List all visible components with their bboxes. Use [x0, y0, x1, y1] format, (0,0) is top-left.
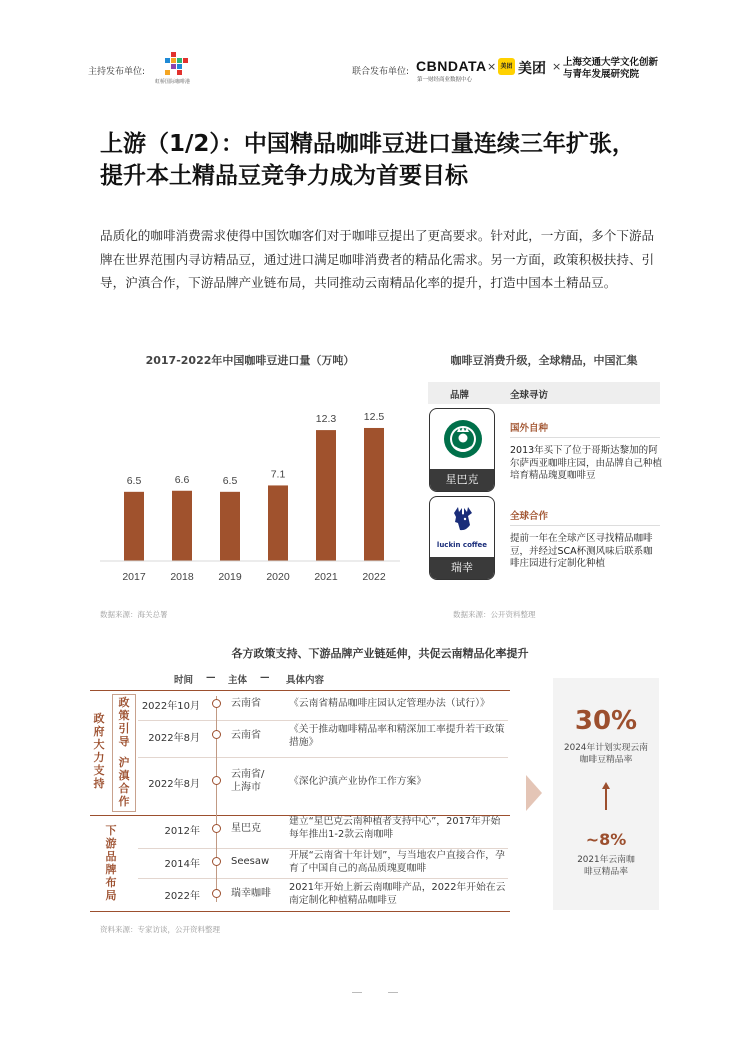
row-content: 《深化沪滇产业协作工作方案》 — [289, 776, 427, 787]
divider — [510, 437, 660, 438]
page-indicator-dash — [388, 992, 398, 993]
row-content: 建立“星巴克云南种植者支持中心”，2017年开始每年推出1-2款云南咖啡 — [289, 816, 501, 840]
starbucks-siren-icon — [443, 419, 483, 459]
current-rate-desc: 2021年云南咖啡豆精品率 — [577, 855, 635, 877]
row-date: 2022年10月 — [141, 701, 200, 712]
luckin-logo-text: luckin coffee — [436, 541, 488, 549]
row-date: 2022年8月 — [148, 733, 200, 744]
value-label-2018: 6.6 — [174, 473, 190, 486]
tick-label-2019: 2019 — [218, 571, 242, 583]
group-label-government: 政府大力支持 — [93, 712, 105, 790]
divider — [510, 525, 660, 526]
col-brand-header: 品牌 — [450, 390, 470, 401]
timeline-dot — [212, 699, 221, 708]
timeline-head-subject: 主体 — [228, 675, 248, 686]
timeline-head-content: 具体内容 — [286, 675, 325, 686]
page-indicator-dash — [352, 992, 362, 993]
bar-2022 — [364, 428, 384, 561]
tick-label-2017: 2017 — [122, 571, 146, 583]
page-title-line-1: 上游（1/2）：中国精品咖啡豆进口量连续三年扩张， — [100, 131, 635, 157]
timeline-head-dash: — — [206, 672, 216, 683]
timeline-head-dash: — — [260, 672, 270, 683]
row-subject: 云南省 — [231, 698, 261, 709]
timeline-dot — [212, 776, 221, 785]
row-subject: 云南省 — [231, 730, 261, 741]
x-separator: × — [487, 60, 497, 73]
brand-tag-starbucks: 国外自种 — [510, 423, 549, 434]
timeline-dot — [212, 824, 221, 833]
brand-desc-luckin: 提前一年在全球产区寻找精品咖啡豆，并经过SCA杯测风味后联系咖啡庄园进行定制化种植 — [510, 533, 653, 569]
timeline-dot — [212, 889, 221, 898]
timeline-dot — [212, 730, 221, 739]
sub-label-policy: 政策引导 — [118, 696, 130, 748]
row-date: 2012年 — [164, 826, 200, 837]
brand-name-starbucks: 星巴克 — [430, 469, 494, 491]
sub-label-cooperation: 沪滇合作 — [118, 756, 130, 808]
sjtu-line-1: 上海交通大学文化创新 — [563, 57, 659, 68]
tick-label-2021: 2021 — [314, 571, 338, 583]
cbndata-logo: CBNDATA — [416, 58, 487, 74]
row-subject: Seesaw — [231, 856, 270, 867]
right-arrow-icon — [526, 775, 542, 811]
yunnan-specialty-rate-panel — [553, 678, 659, 910]
meituan-logo-text: 美团 — [518, 61, 546, 77]
bar-2021 — [316, 430, 336, 561]
joint-publisher-label: 联合发布单位: — [352, 67, 410, 77]
host-logo-text: 虹桥国际咖啡港 — [155, 79, 191, 85]
row-separator — [138, 757, 508, 758]
tick-label-2020: 2020 — [266, 571, 290, 583]
row-content: 开展“云南省十年计划”，与当地农户直接合作，孕育了中国自己的高品质瑰夏咖啡 — [289, 850, 505, 874]
import-volume-bar-chart — [100, 380, 400, 590]
brand-card-starbucks — [429, 408, 495, 492]
brand-card-luckin — [429, 496, 495, 580]
bar-2019 — [220, 492, 240, 561]
cbndata-subtitle: 第一财经商业数据中心 — [417, 77, 473, 83]
page-title-line-2: 提升本土精品豆竞争力成为首要目标 — [100, 163, 468, 189]
brand-name-luckin: 瑞幸 — [430, 557, 494, 579]
timeline-dot — [212, 857, 221, 866]
brands-panel-title: 咖啡豆消费升级，全球精品，中国汇集 — [450, 354, 638, 367]
value-label-2021: 12.3 — [315, 413, 337, 426]
bar-2020 — [268, 485, 288, 561]
row-content: 2021年开始上新云南咖啡产品，2022年开始在云南定制化种植精品咖啡豆 — [289, 882, 506, 906]
row-separator — [138, 878, 508, 879]
value-label-2020: 7.1 — [270, 468, 286, 481]
brands-source: 数据来源：公开资料整理 — [453, 610, 536, 619]
tick-label-2022: 2022 — [362, 571, 386, 583]
sjtu-institute-name — [563, 57, 658, 81]
up-arrow-icon — [602, 782, 610, 810]
col-search-header: 全球寻访 — [510, 390, 549, 401]
brand-desc-starbucks: 2013年买下了位于哥斯达黎加的阿尔萨西亚咖啡庄园，由品牌自己种植培育精品瑰夏咖啡豆 — [510, 445, 663, 481]
hongqiao-coffee-port-logo — [162, 52, 190, 76]
bar-2018 — [172, 491, 192, 561]
timeline-head-time: 时间 — [174, 675, 194, 686]
row-content: 《云南省精品咖啡庄园认定管理办法（试行）》 — [289, 698, 490, 709]
row-subject: 瑞幸咖啡 — [231, 888, 271, 899]
tick-label-2018: 2018 — [170, 571, 194, 583]
row-content: 《关于推动咖啡精品率和精深加工率提升若干政策措施》 — [289, 724, 505, 748]
row-subject: 云南省/ 上海市 — [231, 769, 265, 793]
row-date: 2022年8月 — [148, 779, 200, 790]
x-separator: × — [552, 60, 562, 73]
value-label-2022: 12.5 — [363, 410, 385, 423]
bar-2017 — [124, 492, 144, 561]
current-rate-value: ~8% — [585, 830, 627, 849]
row-date: 2014年 — [164, 859, 200, 870]
chart-title: 2017-2022年中国咖啡豆进口量（万吨） — [145, 354, 355, 367]
value-label-2019: 6.5 — [222, 474, 238, 487]
group-label-downstream: 下游品牌布局 — [105, 824, 117, 902]
policy-section-title: 各方政策支持、下游品牌产业链延伸，共促云南精品化率提升 — [231, 647, 529, 660]
chart-source: 数据来源：海关总署 — [100, 610, 168, 619]
target-rate-desc: 2024年计划实现云南咖啡豆精品率 — [564, 743, 648, 765]
target-rate-value: 30% — [574, 706, 638, 736]
meituan-logo-icon: 美团 — [498, 58, 515, 75]
row-date: 2022年 — [164, 891, 200, 902]
brands-panel-header — [428, 382, 660, 404]
page-title — [100, 128, 635, 192]
row-subject: 星巴克 — [231, 823, 261, 834]
luckin-deer-icon — [446, 503, 480, 537]
policy-source: 资料来源：专家访谈，公开资料整理 — [100, 925, 220, 934]
row-separator — [138, 720, 508, 721]
value-label-2017: 6.5 — [126, 474, 142, 487]
intro-paragraph: 品质化的咖啡消费需求使得中国饮咖客们对于咖啡豆提出了更高要求。针对此，一方面，多个下游品牌在世界范围内寻访精品豆，通过进口满足咖啡消费者的精品化需求。另一方面，政策积极扶持、引导，沪滇合作，下游品牌产业链布局，共同推动云南精品化率的提升，打造中国本土精品豆。 — [100, 228, 655, 290]
timeline-axis — [216, 696, 217, 902]
host-publisher-label: 主持发布单位: — [88, 67, 146, 77]
brand-tag-luckin: 全球合作 — [510, 511, 549, 522]
sjtu-line-2: 与青年发展研究院 — [563, 69, 640, 80]
